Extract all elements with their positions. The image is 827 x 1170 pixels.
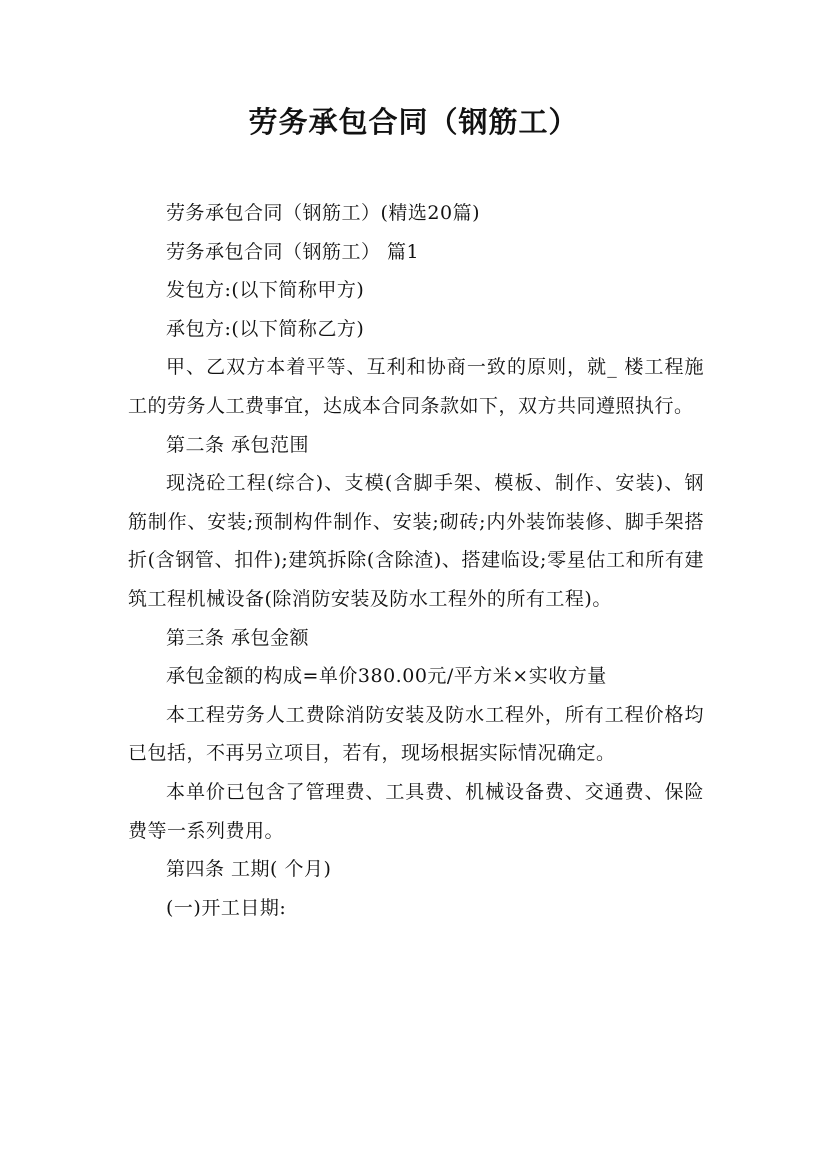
paragraph-collection-heading: 劳务承包合同（钢筋工）(精选20篇) <box>166 202 481 224</box>
paragraph-contracted-party: 承包方:(以下简称乙方) <box>166 317 365 340</box>
paragraph-start-date: (一)开工日期: <box>166 896 287 919</box>
paragraph-contractor-party: 发包方:(以下简称甲方) <box>166 279 365 302</box>
document-title: 劳务承包合同（钢筋工） <box>248 105 579 139</box>
paragraph-preamble: 甲、乙双方本着平等、互利和协商一致的原则，就_ 楼工程施工的劳务人工费事宜，达成本合同条款如下，双方共同遵照执行。 <box>128 356 704 417</box>
paragraph-price-coverage: 本工程劳务人工费除消防安装及防水工程外，所有工程价格均已包括，不再另立项目，若有，现场根据实际情况确定。 <box>128 703 704 765</box>
paragraph-price-composition: 承包金额的构成=单价380.00元/平方米×实收方量 <box>166 665 607 688</box>
paragraph-price-inclusions: 本单价已包含了管理费、工具费、机械设备费、交通费、保险费等一系列费用。 <box>128 780 704 842</box>
paragraph-section-two-heading: 第二条 承包范围 <box>166 433 310 456</box>
paragraph-scope-of-work: 现浇砼工程(综合)、支模(含脚手架、模板、制作、安装)、钢筋制作、安装;预制构件制作、安装;砌砖;内外装饰装修、脚手架搭折(含钢管、扣件);建筑拆除(含除渣)、搭建临设;零星估工和所有建筑工程机械设备(除消防安装及防水工程外的所有工程)。 <box>128 472 704 610</box>
paragraph-section-four-heading: 第四条 工期( 个月) <box>166 858 332 881</box>
paragraph-article-heading: 劳务承包合同（钢筋工） 篇1 <box>166 240 420 263</box>
document-body <box>128 194 704 927</box>
paragraph-section-three-heading: 第三条 承包金额 <box>166 626 310 649</box>
